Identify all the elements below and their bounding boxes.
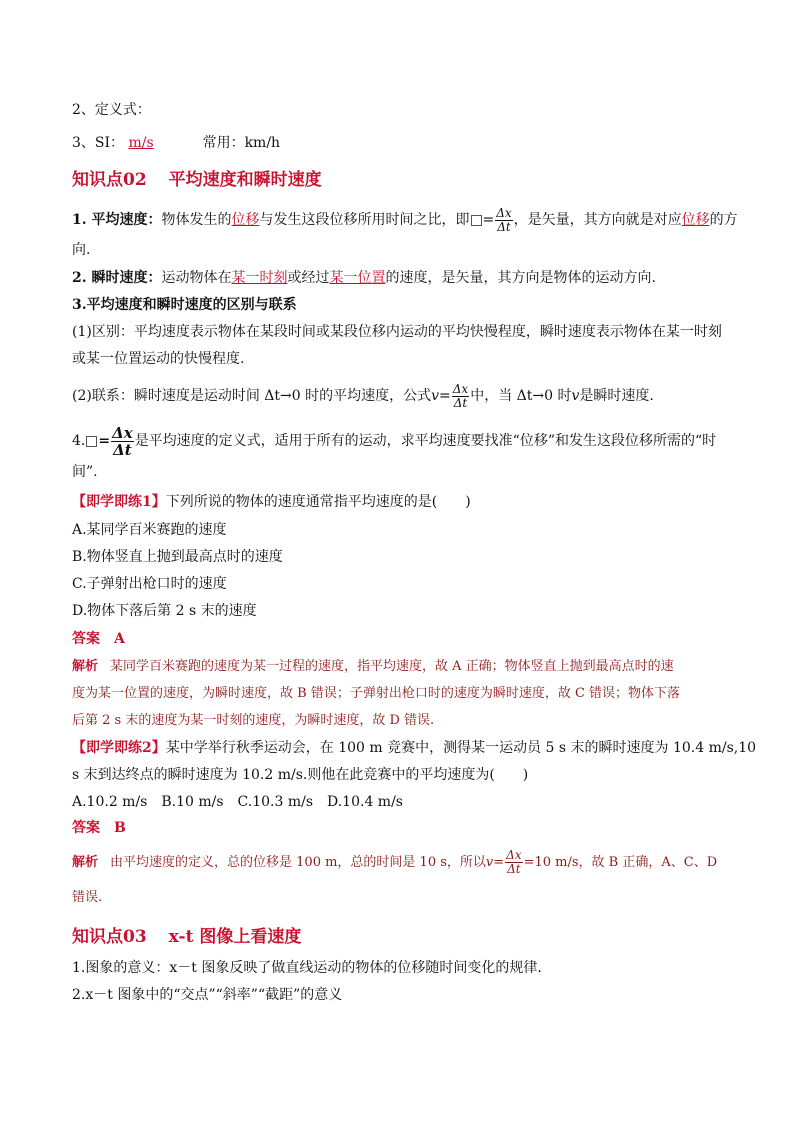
delta-fraction: $\frac{\Delta x}{\Delta t}$: [452, 381, 469, 410]
exercise-2-question-line-1: 【即学即练2】某中学举行秋季运动会，在 100 m 竞赛中，测得某一运动员 5 s 末的瞬时速度为 10.4 m/s,10: [72, 740, 757, 756]
definition-usage-line: 4. = $\frac{\Delta x}{\Delta t}$ 是平均速度的定义式，适用于所有的运动，求平均速度要找准“位移”和发生这段位移所需的“时: [72, 423, 717, 459]
definition-formula-line: 2、定义式：: [72, 102, 151, 118]
option-d: D.物体下落后第 2 s 末的速度: [72, 603, 257, 619]
velocity-symbol-placeholder: [471, 215, 482, 226]
paragraph-continuation: 间”.: [72, 464, 98, 480]
explanation-line-1: 解析 由平均速度的定义，总的位移是 100 m，总的时间是 10 s，所以v= $\frac{\Delta x}{\Delta t}$ =10 m/s，故 B 正确，A、C、D: [72, 848, 718, 876]
section-heading-02: [72, 168, 732, 192]
section-title: x-t 图像上看速度: [168, 927, 302, 947]
paragraph-continuation: 向.: [72, 242, 91, 258]
exercise-tag: 【即学即练1】: [72, 494, 166, 510]
instantaneous-velocity-definition: 2. 瞬时速度：运动物体在某一时刻或经过某一位置的速度，是矢量，其方向是物体的运动方向.: [72, 270, 656, 286]
velocity-symbol-placeholder: [86, 436, 97, 447]
relation-line: (2)联系：瞬时速度是运动时间 Δt→0 时的平均速度，公式v= $\frac{\Delta x}{\Delta t}$ 中，当 Δt→0 时v是瞬时速度.: [72, 381, 654, 410]
average-velocity-definition: 1. 平均速度：物体发生的位移与发生这段位移所用时间之比，即 = $\frac{\Delta x}{\Delta t}$ ，是矢量，其方向就是对应位移的方: [72, 205, 738, 234]
section-heading-03: [72, 925, 732, 949]
explanation-line-1: 解析 某同学百米赛跑的速度为某一过程的速度，指平均速度，故 A 正确；物体竖直上抛到最高点时的速: [72, 659, 674, 674]
exercise-2-options: A.10.2 m/s B.10 m/s C.10.3 m/s D.10.4 m/s: [72, 794, 403, 810]
section-number: 知识点02: [72, 170, 147, 190]
explanation-line-2: 度为某一位置的速度，为瞬时速度，故 B 错误；子弹射出枪口时的速度为瞬时速度，故 C 错误；物体下落: [72, 686, 681, 701]
subsection-title: 3.平均速度和瞬时速度的区别与联系: [72, 297, 297, 313]
exercise-2-question-line-2: s 末到达终点的瞬时速度为 10.2 m/s.则他在此竞赛中的平均速度为( ): [72, 767, 529, 783]
difference-line-2: 或某一位置运动的快慢程度.: [72, 351, 245, 367]
option-c: C.子弹射出枪口时的速度: [72, 576, 227, 592]
answer-value: B: [114, 820, 126, 836]
option-b: B.物体竖直上抛到最高点时的速度: [72, 549, 283, 565]
answer-line: 答案 A: [72, 631, 125, 647]
xt-meaning-line: 1.图象的意义：x－t 图象反映了做直线运动的物体的位移随时间变化的规律.: [72, 960, 542, 976]
answer-value: A: [114, 631, 125, 647]
delta-fraction: $\frac{\Delta x}{\Delta t}$: [506, 848, 522, 876]
exercise-1-question: 【即学即练1】下列所说的物体的速度通常指平均速度的是( ): [72, 494, 471, 510]
delta-fraction: $\frac{\Delta x}{\Delta t}$: [496, 205, 512, 234]
section-title: 平均速度和瞬时速度: [168, 170, 322, 190]
si-prefix: 3、SI：: [72, 135, 125, 151]
xt-terms-line: 2.x－t 图象中的“交点”“斜率”“截距”的意义: [72, 987, 343, 1003]
delta-fraction: $\frac{\Delta x}{\Delta t}$: [112, 423, 133, 459]
difference-line-1: (1)区别：平均速度表示物体在某段时间或某段位移内运动的平均快慢程度，瞬时速度表示物体在某一时刻: [72, 324, 722, 340]
si-unit: m/s: [128, 135, 154, 151]
explanation-line-2: 错误.: [72, 890, 103, 905]
answer-line: 答案 B: [72, 820, 126, 836]
explanation-line-3: 后第 2 s 末的速度为某一时刻的速度，为瞬时速度，故 D 错误.: [72, 713, 435, 728]
option-a: A.某同学百米赛跑的速度: [72, 522, 227, 538]
si-unit-line: [72, 133, 732, 153]
section-number: 知识点03: [72, 927, 147, 947]
exercise-tag: 【即学即练2】: [72, 740, 166, 756]
common-unit: 常用：km/h: [202, 135, 281, 151]
